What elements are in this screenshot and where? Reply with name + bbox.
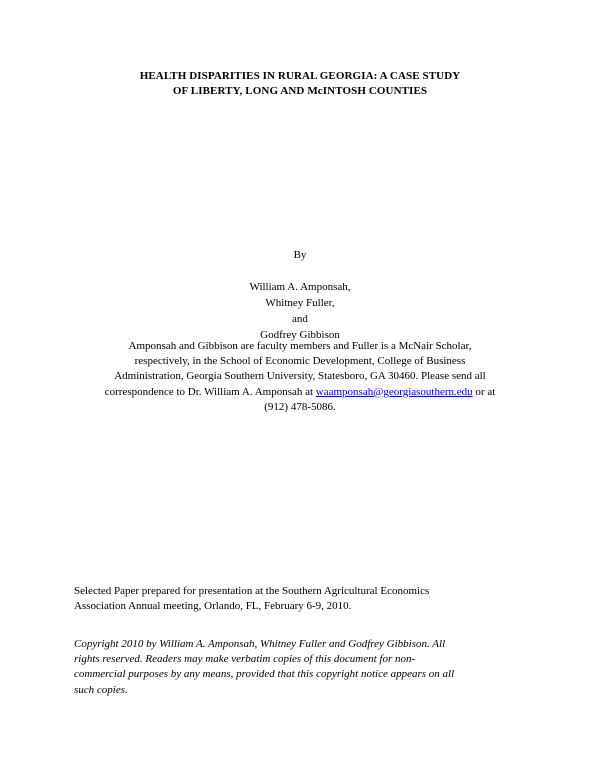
author-name-2: Whitney Fuller, bbox=[265, 297, 335, 309]
affiliation-line-1: Amponsah and Gibbison are faculty members and Fuller is a McNair Scholar, bbox=[128, 340, 472, 352]
phone-number: (912) 478-5086. bbox=[264, 400, 336, 413]
copyright-notice bbox=[74, 637, 544, 698]
selected-paper-line-2: Association Annual meeting, Orlando, FL, February 6-9, 2010. bbox=[74, 600, 352, 612]
email-link[interactable]: waamponsah@georgiasouthern.edu bbox=[315, 385, 473, 398]
title-line-2: OF LIBERTY, LONG AND McINTOSH COUNTIES bbox=[172, 85, 428, 97]
author-block bbox=[0, 247, 600, 343]
author-name-3: Godfrey Gibbison bbox=[260, 329, 340, 341]
selected-paper-line-1: Selected Paper prepared for presentation at the Southern Agricultural Economics bbox=[74, 585, 430, 597]
affiliation-line-3: Administration, Georgia Southern University, Statesboro, GA 30460. Please send all bbox=[114, 370, 486, 383]
affiliation-line-2: respectively, in the School of Economic Development, College of Business bbox=[134, 355, 466, 368]
by-label: By bbox=[293, 249, 307, 261]
and-conjunction: and bbox=[292, 313, 308, 325]
author-name-1: William A. Amponsah, bbox=[249, 281, 351, 293]
selected-paper-note bbox=[74, 584, 544, 614]
paper-title bbox=[0, 69, 600, 99]
affiliation-note bbox=[0, 339, 600, 415]
copyright-line-1: Copyright 2010 by William A. Amponsah, Whitney Fuller and Godfrey Gibbison. All bbox=[74, 638, 446, 650]
copyright-line-4: such copies. bbox=[74, 683, 128, 696]
correspondence-suffix: or at bbox=[472, 385, 496, 398]
title-line-1: HEALTH DISPARITIES IN RURAL GEORGIA: A CASE STUDY bbox=[139, 70, 461, 82]
correspondence-prefix: correspondence to Dr. William A. Amponsah at bbox=[104, 385, 316, 398]
copyright-line-3: commercial purposes by any means, provided that this copyright notice appears on all bbox=[74, 668, 455, 681]
copyright-line-2: rights reserved. Readers may make verbatim copies of this document for non- bbox=[74, 653, 416, 666]
byline-spacer bbox=[0, 263, 600, 279]
affiliation-line-4 bbox=[0, 385, 600, 400]
